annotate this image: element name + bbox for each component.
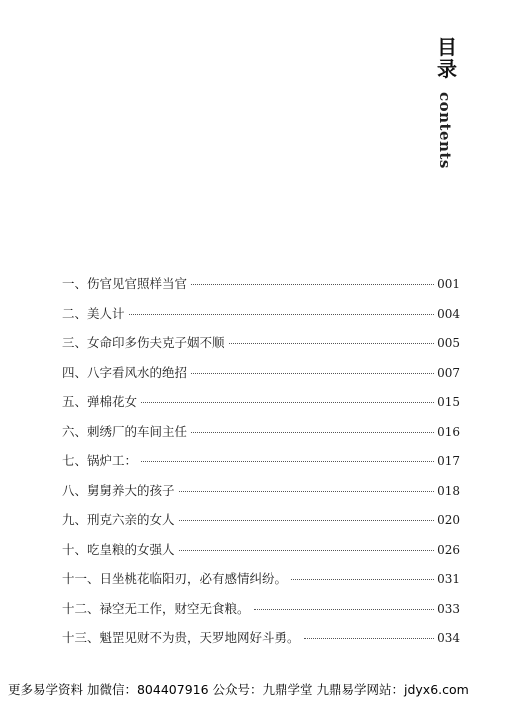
toc-entry-title: 十、吃皇粮的女强人 xyxy=(62,541,175,557)
toc-entry-title: 三、女命印多伤夫克子姻不顺 xyxy=(62,335,225,350)
toc-dot-leader xyxy=(141,402,434,403)
toc-entry-title: 九、刑克六亲的女人 xyxy=(62,512,175,527)
toc-entry xyxy=(62,510,460,540)
toc-entry-title: 一、伤官见官照样当官 xyxy=(62,276,188,291)
promo-footer: 更多易学资料 加微信：804407916 公众号：九鼎学堂 九鼎易学网站：jdyx6.com xyxy=(8,682,469,697)
toc-entry-title: 五、弹棉花女 xyxy=(62,394,138,409)
toc-heading xyxy=(432,36,462,80)
toc-entry-title: 七、锅炉工： xyxy=(62,453,138,468)
toc-entry xyxy=(62,481,460,511)
toc-entry-page: 017 xyxy=(437,454,460,468)
toc-entry-page: 015 xyxy=(437,395,460,409)
toc-entry xyxy=(62,274,460,304)
toc-dot-leader xyxy=(191,284,434,285)
toc-dot-leader xyxy=(179,550,435,551)
toc-dot-leader xyxy=(291,579,434,580)
toc-dot-leader xyxy=(179,491,435,492)
toc-entry xyxy=(62,333,460,363)
toc-dot-leader xyxy=(304,638,435,639)
toc-entry-title: 十一、日坐桃花临阳刃，必有感情纠纷。 xyxy=(62,571,288,586)
toc-entry-page: 031 xyxy=(437,572,460,586)
toc-dot-leader xyxy=(179,520,435,521)
toc-entry-title: 八、舅舅养大的孩子 xyxy=(62,482,175,498)
toc-dot-leader xyxy=(229,343,435,344)
toc-entry-page: 034 xyxy=(437,631,460,645)
toc-dot-leader xyxy=(129,314,435,315)
toc-entry-page: 005 xyxy=(437,336,460,350)
toc-entry-page: 033 xyxy=(437,601,460,616)
toc-entry-page: 004 xyxy=(437,306,460,321)
toc-entry xyxy=(62,304,460,334)
toc-entry xyxy=(62,363,460,393)
heading-char-mu: 目 xyxy=(437,35,457,59)
table-of-contents xyxy=(62,274,460,658)
toc-entry-page: 020 xyxy=(437,513,460,527)
toc-entry xyxy=(62,628,460,658)
toc-dot-leader xyxy=(191,373,434,374)
toc-entry-title: 二、美人计 xyxy=(62,305,125,321)
toc-entry-page: 026 xyxy=(437,542,460,557)
heading-char-lu: 录 xyxy=(437,57,457,81)
toc-dot-leader xyxy=(254,609,435,610)
toc-entry-page: 001 xyxy=(437,277,460,291)
toc-entry xyxy=(62,599,460,629)
toc-entry xyxy=(62,451,460,481)
toc-entry-title: 十三、魁罡见财不为贵，天罗地网好斗勇。 xyxy=(62,630,300,645)
toc-entry xyxy=(62,540,460,570)
toc-entry-title: 四、八字看风水的绝招 xyxy=(62,364,188,380)
toc-entry-page: 018 xyxy=(437,483,460,498)
toc-entry xyxy=(62,569,460,599)
toc-entry xyxy=(62,422,460,452)
toc-entry-page: 007 xyxy=(437,365,460,380)
toc-entry xyxy=(62,392,460,422)
toc-dot-leader xyxy=(141,461,434,462)
toc-entry-title: 六、刺绣厂的车间主任 xyxy=(62,423,188,439)
toc-entry-title: 十二、禄空无工作，财空无食粮。 xyxy=(62,600,250,616)
toc-entry-page: 016 xyxy=(437,424,460,439)
heading-contents-latin: contents xyxy=(436,92,454,169)
toc-dot-leader xyxy=(191,432,434,433)
